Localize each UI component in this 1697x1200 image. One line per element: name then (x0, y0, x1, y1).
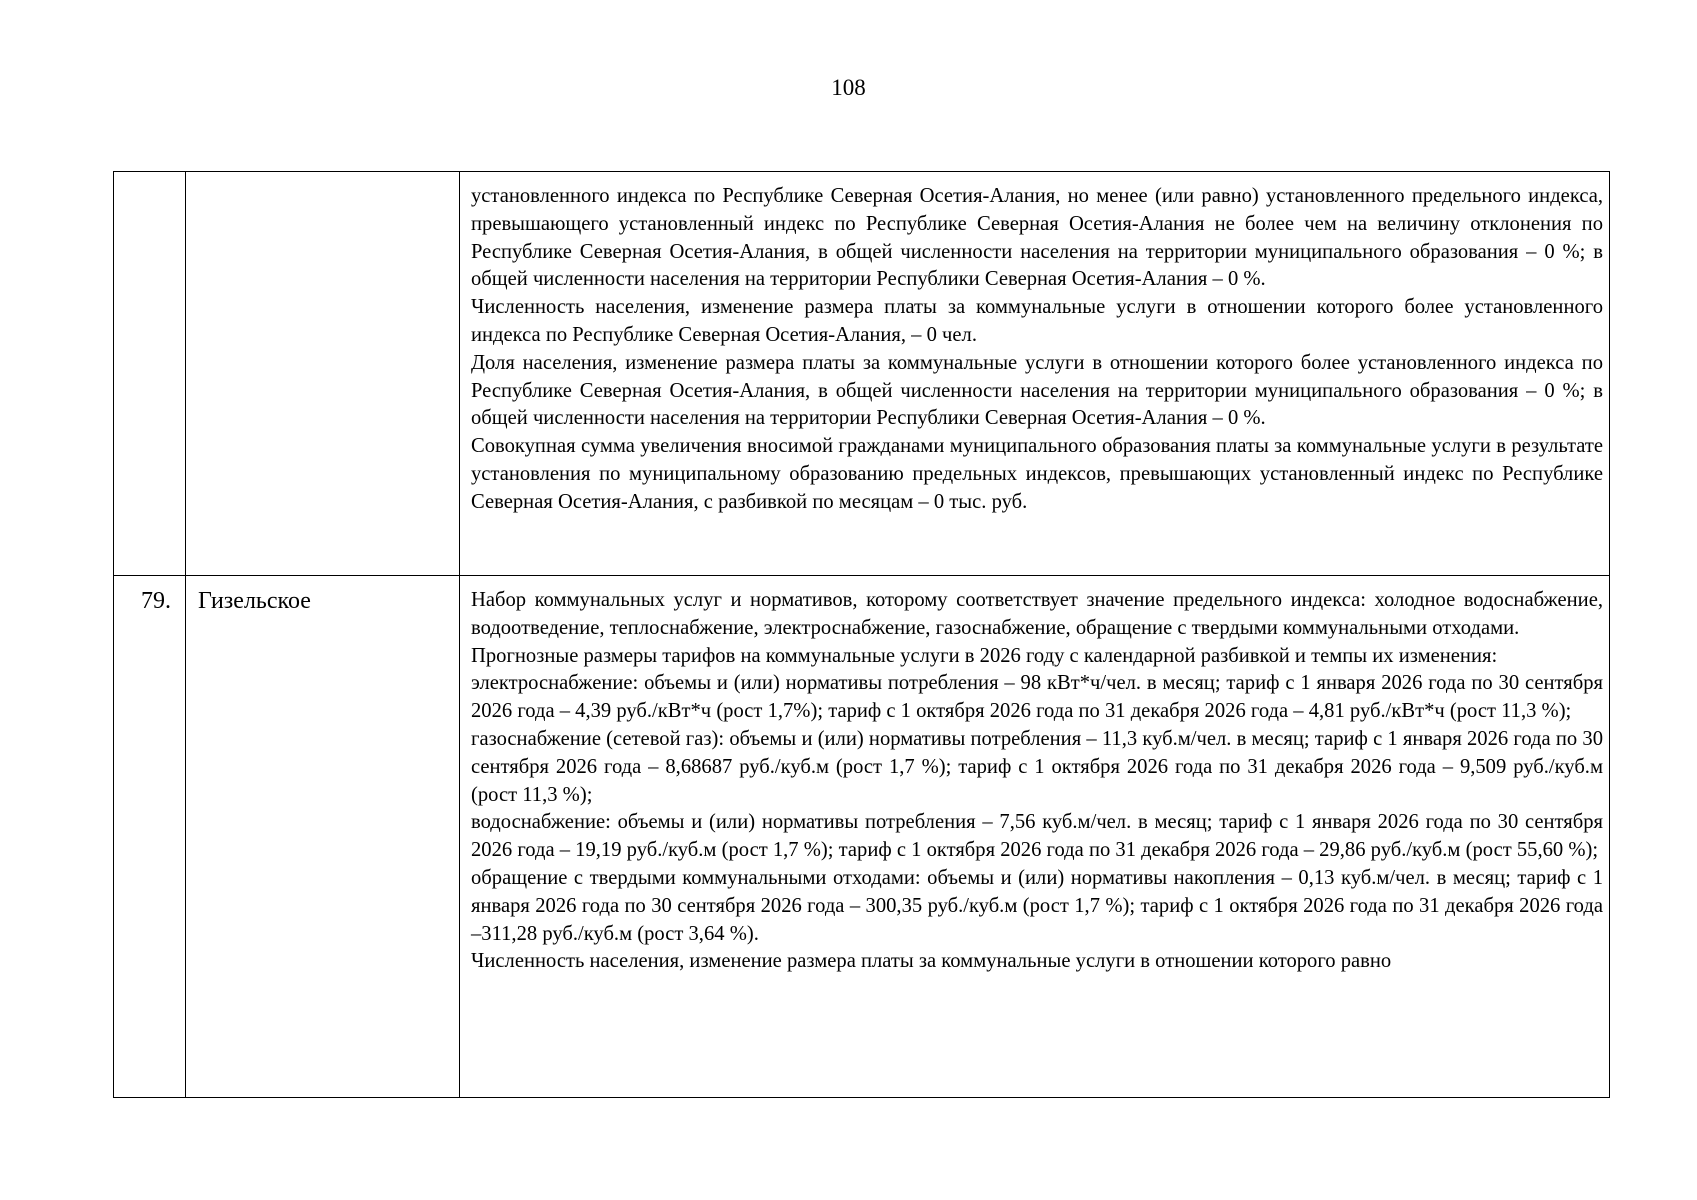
paragraph: водоснабжение: объемы и (или) нормативы потребления – 7,56 куб.м/чел. в месяц; тариф с 1 января 2026 года по 30 сентября 2026 года – 19,19 руб./куб.м (рост 1,7 %); тариф с 1 октября 2026 года по 31 декабря 2026 года – 29,86 руб./куб.м (рост 55,60 %); (471, 811, 1603, 862)
paragraph: обращение с твердыми коммунальными отходами: объемы и (или) нормативы накопления – 0,13 куб.м/чел. в месяц; тариф с 1 января 2026 года по 30 сентября 2026 года – 300,35 руб./куб.м (рост 1,7 %); тариф с 1 октября 2026 года по 31 декабря 2026 года –311,28 руб./куб.м (рост 3,64 %). (471, 866, 1603, 945)
paragraph: Доля населения, изменение размера платы за коммунальные услуги в отношении которого более установленного индекса по Республике Северная Осетия-Алания, в общей численности населения на территории муниципального образования – 0 %; в общей численности населения на территории Республики Северная Осетия-Алания – 0 %. (471, 351, 1603, 430)
row-number-cell (114, 576, 186, 1098)
paragraph: Набор коммунальных услуг и нормативов, которому соответствует значение предельного индекса: холодное водоснабжение, водоотведение, теплоснабжение, электроснабжение, газоснабжение, обращение с твердыми коммунальными отходами. (471, 589, 1603, 639)
table-row-continuation (114, 172, 1610, 576)
municipality-table (113, 171, 1610, 1098)
row-number (114, 172, 185, 183)
row-number: 79. (141, 588, 171, 614)
description-cell (460, 576, 1610, 1098)
municipality-name-cell (186, 172, 460, 576)
municipality-name (186, 172, 459, 183)
paragraph: установленного индекса по Республике Северная Осетия-Алания, но менее (или равно) установленного предельного индекса, превышающего установленный индекс по Республике Северная Осетия-Алания не более чем на величину отклонения по Республике Северная Осетия-Алания, в общей численности населения на территории муниципального образования – 0 %; в общей численности населения на территории Республики Северная Осетия-Алания – 0 %. (471, 185, 1603, 291)
table-row-79 (114, 576, 1610, 1098)
municipality-name-cell (186, 576, 460, 1098)
row-number-cell (114, 172, 186, 576)
municipality-name: Гизельское (198, 588, 311, 614)
paragraph: Совокупная сумма увеличения вносимой гражданами муниципального образования платы за коммунальные услуги в результате установления по муниципальному образованию предельных индексов, превышающих установленный индекс по Республике Северная Осетия-Алания, с разбивкой по месяцам – 0 тыс. руб. (471, 435, 1603, 513)
paragraph: Прогнозные размеры тарифов на коммунальные услуги в 2026 году с календарной разбивкой и темпы их изменения: (471, 644, 1498, 667)
paragraph: Численность населения, изменение размера платы за коммунальные услуги в отношении которого более установленного индекса по Республике Северная Осетия-Алания, – 0 чел. (471, 296, 1603, 346)
paragraph: газоснабжение (сетевой газ): объемы и (или) нормативы потребления – 11,3 куб.м/чел. в месяц; тариф с 1 января 2026 года по 30 сентября 2026 года – 8,68687 руб./куб.м (рост 1,7 %); тариф с 1 октября 2026 года по 31 декабря 2026 года – 9,509 руб./куб.м (рост 11,3 %); (471, 727, 1603, 806)
paragraph: электроснабжение: объемы и (или) нормативы потребления – 98 кВт*ч/чел. в месяц; тариф с 1 января 2026 года по 30 сентября 2026 года – 4,39 руб./кВт*ч (рост 1,7%); тариф с 1 октября 2026 года по 31 декабря 2026 года – 4,81 руб./кВт*ч (рост 11,3 %); (471, 672, 1603, 723)
page-number: 108 (831, 75, 866, 100)
paragraph: Численность населения, изменение размера платы за коммунальные услуги в отношении которого равно (471, 950, 1392, 973)
description-cell (460, 172, 1610, 576)
